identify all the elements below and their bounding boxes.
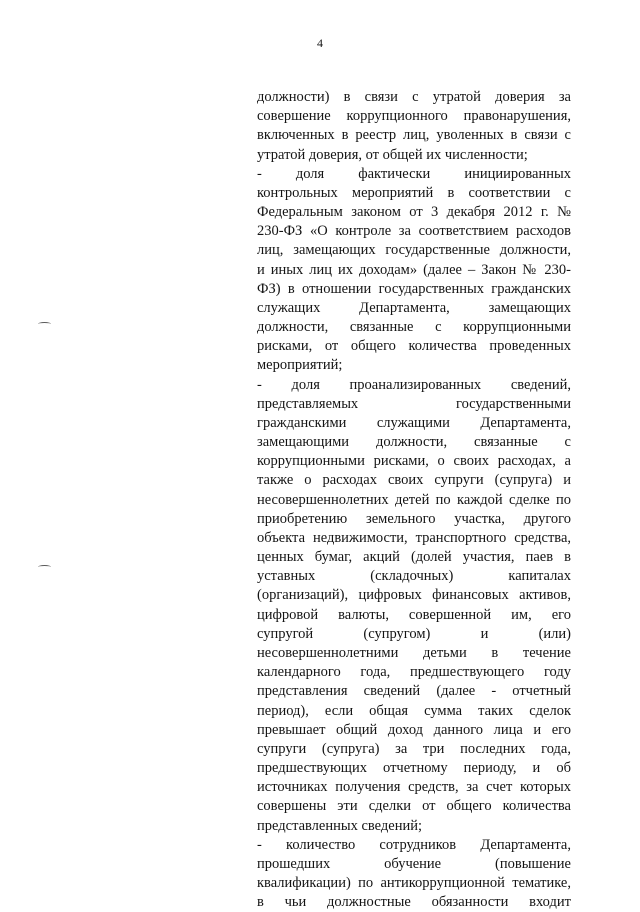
text-line: в чьи должностные обязанности входит [257, 894, 571, 911]
text-line: календарного года, предшествующего году [257, 664, 571, 681]
text-line: цифровой валюты, совершенной им, его [257, 606, 571, 623]
text-line: представления сведений (далее - отчетный [257, 683, 571, 700]
document-body [257, 88, 571, 912]
text-line: представленных сведений; [257, 817, 423, 834]
text-line: приобретению земельного участка, другого [257, 510, 571, 527]
text-line: утратой доверия, от общей их численности; [257, 146, 528, 163]
margin-mark [38, 322, 51, 326]
text-line: период), если общая сумма таких сделок [257, 702, 571, 719]
text-line: совершены эти сделки от общего количества [257, 798, 571, 815]
text-line: гражданскими служащими Департамента, [257, 414, 571, 431]
text-line: несовершеннолетними детьми в течение [257, 644, 571, 661]
text-line: и иных лиц их доходам» (далее – Закон № 230- [257, 261, 571, 278]
text-line: превышает общий доход данного лица и его [257, 721, 571, 738]
text-line: - доля проанализированных сведений, [257, 376, 571, 393]
text-line: объекта недвижимости, транспортного средства, [257, 529, 571, 546]
text-line: - доля фактически инициированных [257, 165, 571, 182]
text-line: должности, связанные с коррупционными [257, 319, 571, 336]
text-line: источниках получения средств, за счет которых [257, 779, 571, 796]
text-line: мероприятий; [257, 357, 343, 374]
text-line: уставных (складочных) капиталах [257, 568, 571, 585]
text-line: рисками, от общего количества проведенных [257, 338, 571, 355]
text-line: совершение коррупционного правонарушения, [257, 108, 571, 125]
text-line: должности) в связи с утратой доверия за [257, 89, 571, 105]
text-line: (организаций), цифровых финансовых активов, [257, 587, 571, 604]
text-line: супруги (супруга) за три последних года, [257, 740, 571, 757]
text-line: ФЗ) в отношении государственных гражданских [257, 280, 571, 297]
text-line: ценных бумаг, акций (долей участия, паев в [257, 549, 571, 566]
text-line: также о расходах своих супруги (супруга) и [257, 472, 571, 489]
text-line: 230-ФЗ «О контроле за соответствием расходов [257, 223, 571, 240]
margin-mark [38, 565, 51, 569]
text-line: квалификации) по антикоррупционной тематике, [257, 875, 571, 892]
text-line: коррупционными рисками, о своих расходах, а [257, 453, 571, 470]
text-line: предшествующих отчетному периоду, и об [257, 760, 571, 777]
text-line: включенных в реестр лиц, уволенных в связи с [257, 127, 571, 144]
text-line: служащих Департамента, замещающих [257, 299, 571, 316]
text-line: Федеральным законом от 3 декабря 2012 г. № [257, 204, 571, 221]
text-line: замещающими должности, связанные с [257, 434, 571, 451]
text-line: лиц, замещающих государственные должности, [257, 242, 571, 259]
text-line: контрольных мероприятий в соответствии с [257, 184, 571, 201]
text-line: - количество сотрудников Департамента, [257, 836, 571, 853]
text-line: представляемых государственными [257, 395, 571, 412]
text-line: супругой (супругом) и (или) [257, 625, 571, 642]
page-number: 4 [317, 36, 323, 50]
text-line: несовершеннолетних детей по каждой сделке по [257, 491, 571, 508]
text-line: прошедших обучение (повышение [257, 855, 571, 872]
